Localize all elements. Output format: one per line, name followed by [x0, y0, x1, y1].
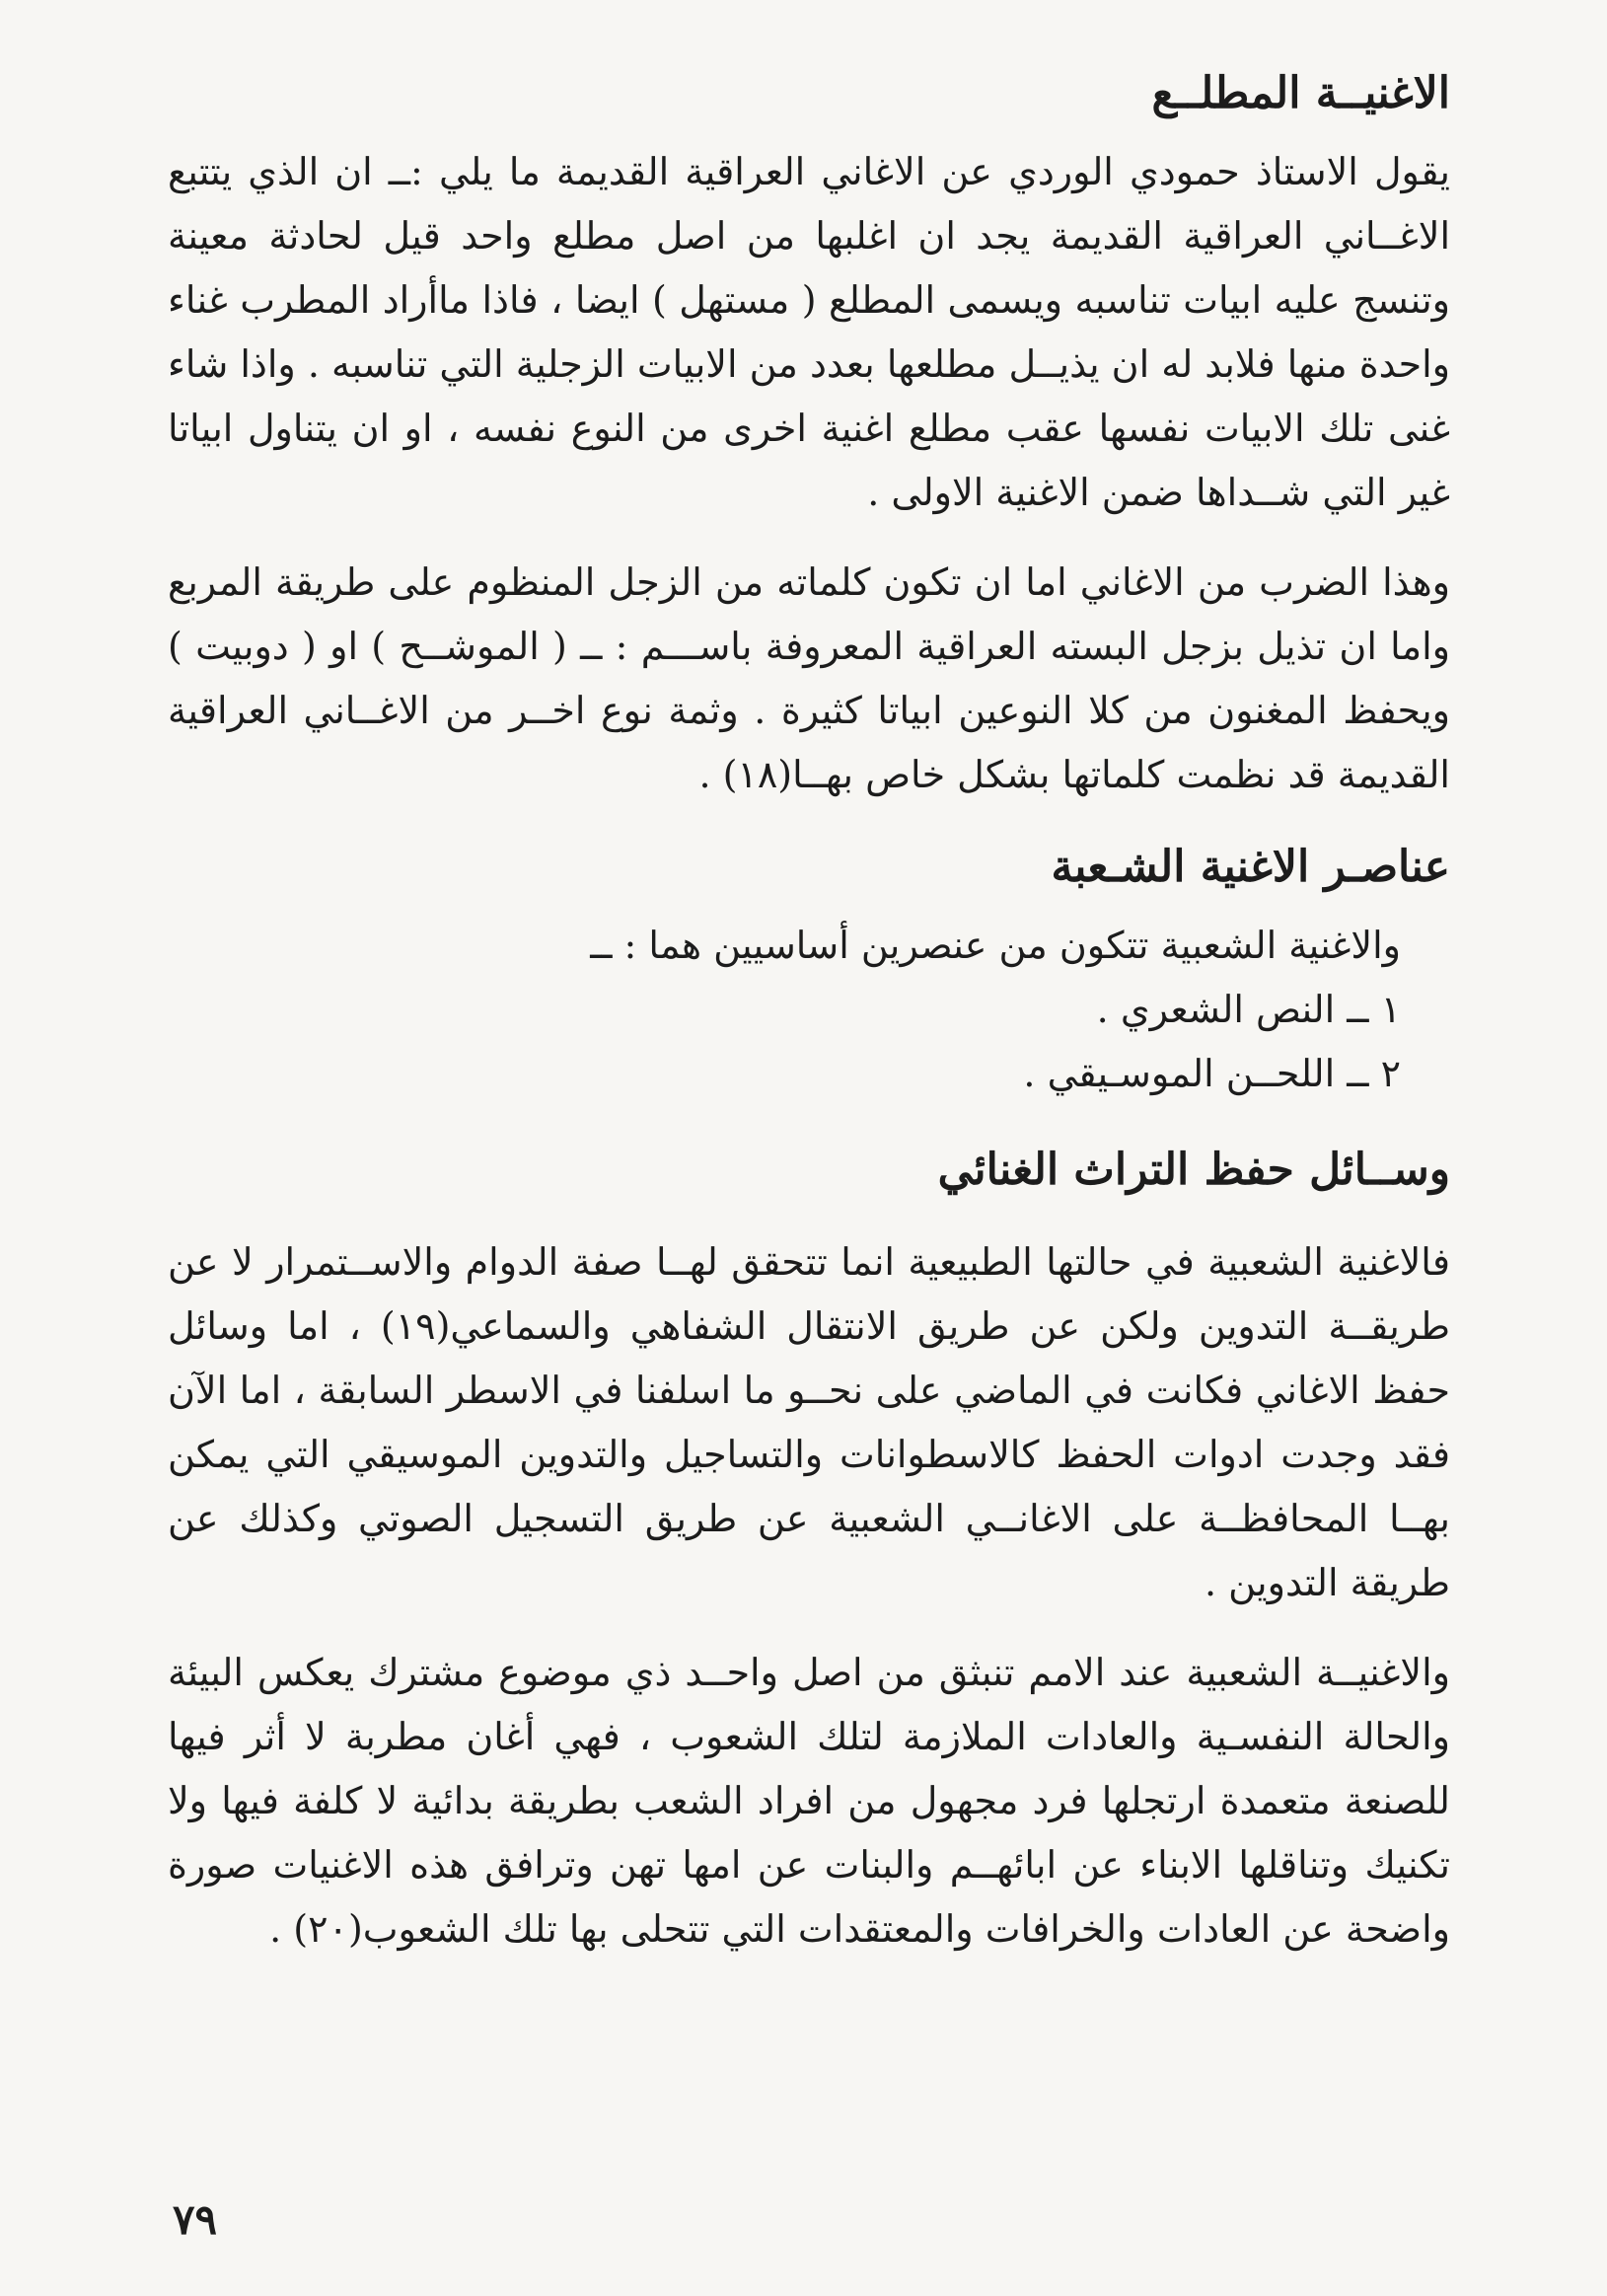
elements-list: [168, 978, 1450, 1106]
section-elements: [168, 833, 1450, 1106]
section-heading-matla: الاغنيــة المطلــع: [1151, 68, 1450, 118]
list-item: ١ ــ النص الشعري .: [1096, 988, 1401, 1031]
paragraph-natural-state: فالاغنية الشعبية في حالتها الطبيعية انما تتحقق لهــا صفة الدوام والاســتمرار لا عن طريقــة التدوين ولكن عن طريق الانتقال الشفاهي والسماعي(١٩) ، اما وسائل حفظ الاغاني فكانت في الماضي على نحــو ما اسلفنا في الاسطر السابقة ، اما الآن فقد وجدت ادوات الحفظ كالاسطوانات والتساجيل والتدوين الموسيقي التي يمكن بهــا المحافظــة على الاغانــي الشعبية عن طريق التسجيل الصوتي وكذلك عن طريقة التدوين .: [168, 1240, 1451, 1604]
page-number: ٧٩: [173, 2195, 218, 2244]
paragraph-folk-origin: والاغنيــة الشعبية عند الامم تنبثق من اصل واحــد ذي موضوع مشترك يعكس البيئة والحالة النفسـية والعادات الملازمة لتلك الشعوب ، فهي أغان مطربة لا أثر فيها للصنعة متعمدة ارتجلها فرد مجهول من افراد الشعب بطريقة بدائية لا كلفة فيها ولا تكنيك وتناقلها الابناء عن ابائهــم والبنات عن امها تهن وترافق هذه الاغنيات صورة واضحة عن العادات والخرافات والمعتقدات التي تتحلى بها تلك الشعوب(٢٠) .: [168, 1651, 1450, 1951]
section-heading-elements: عناصـر الاغنية الشـعبة: [1051, 842, 1450, 892]
list-item: ٢ ــ اللحــن الموسـيقي .: [1023, 1052, 1401, 1095]
elements-intro: والاغنية الشعبية تتكون من عنصرين أساسيين هما : ــ: [590, 924, 1401, 967]
paragraph-zajal-types: وهذا الضرب من الاغاني اما ان تكون كلماته من الزجل المنظوم على طريقة المربع واما ان تذيل بزجل البسته العراقية المعروفة باســـم : ــ ( الموشــح ) او ( دوبيت ) ويحفظ المغنون من كلا النوعين ابياتا كثيرة . وثمة نوع اخــر من الاغــاني العراقية القديمة قد نظمت كلماتها بشكل خاص بهــا(١٨) .: [168, 560, 1450, 796]
section-heading-preservation: وســائل حفظ التراث الغنائي: [937, 1145, 1450, 1195]
page-content: [168, 59, 1450, 1983]
paragraph-hamoudi-quote: يقول الاستاذ حمودي الوردي عن الاغاني العراقية القديمة ما يلي :ــ ان الذي يتتبع الاغــاني العراقية القديمة يجد ان اغلبها من اصل مطلع واحد قيل لحادثة معينة وتنسج عليه ابيات تناسبه ويسمى المطلع ( مستهل ) ايضا ، فاذا ماأراد المطرب غناء واحدة منها فلابد له ان يذيــل مطلعها بعدد من الابيات الزجلية التي تناسبه . واذا شاء غنى تلك الابيات نفسها عقب مطلع اغنية اخرى من النوع نفسه ، او ان يتناول ابياتا غير التي شــداها ضمن الاغنية الاولى .: [168, 150, 1450, 514]
section-matla: [168, 59, 1450, 807]
section-preservation: [168, 1136, 1450, 1962]
